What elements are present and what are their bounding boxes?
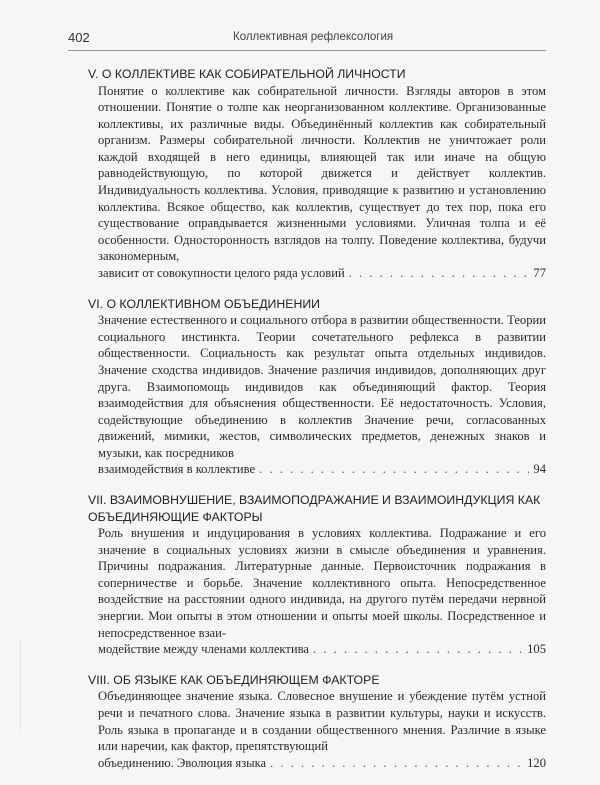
toc-entry-line xyxy=(98,755,546,772)
page-reference: 120 xyxy=(527,755,546,770)
section-summary-end: зависит от совокупности целого ряда условий xyxy=(98,266,345,281)
section-summary: Роль внушения и индуцирования в условиях коллектива. Подражание и его значение в социальных условиях жизни в смысле объединения и уравнения. Причины подражания. Литературные данные. Первоисточник подражания в соперничестве и борьбе. Значение коллективного опыта. Непосредственное воздействие на расстоянии одного индивида, на другого путём передачи нервной энергии. Мои опыты в этом отношении и опыты моей школы. Посредственное и непосредственное взаи- xyxy=(98,526,546,640)
toc-section-vi xyxy=(88,296,546,478)
page-reference: 105 xyxy=(527,642,546,657)
section-summary-end: модействие между членами коллектива xyxy=(98,642,309,657)
toc-entry-line xyxy=(98,641,546,658)
margin-shadow xyxy=(20,640,21,730)
toc-entry-line xyxy=(98,461,546,478)
section-title: VII. ВЗАИМОВНУШЕНИЕ, ВЗАИМОПОДРАЖАНИЕ И ВЗАИМОИНДУКЦИЯ КАК ОБЪЕДИНЯЮЩИЕ ФАКТОРЫ xyxy=(88,493,541,524)
dot-leader xyxy=(313,641,523,658)
section-body xyxy=(98,525,546,658)
section-summary: Понятие о коллективе как собирательной личности. Взгляды авторов в этом отношении. Понятие о толпе как неорганизованном коллективе. Организованные коллективы, их различные виды. Объединённый коллектив как собирательный организм. Размеры собирательной личности. Коллектив не уничтожает роли каждой входящей в него единицы, влияющей так или иначе на общую равнодействующую, по которой движется и действует коллектив. Индивидуальность коллектива. Условия, приводящие к развитию и установлению коллектива. Всякое общество, как коллектив, существует до тех пор, пока его существование оправдывается жизненными условиями. Уличная толпа и её особенности. Односторонность взглядов на толпу. Поведение коллектива, будучи закономерным, xyxy=(98,83,546,264)
section-title: VIII. ОБ ЯЗЫКЕ КАК ОБЪЕДИНЯЮЩЕМ ФАКТОРЕ xyxy=(88,672,380,687)
dot-leader xyxy=(259,461,529,478)
section-summary-end: объединению. Эволюция языка xyxy=(98,755,267,770)
toc-section-v xyxy=(88,66,546,282)
section-title: VI. О КОЛЛЕКТИВНОМ ОБЪЕДИНЕНИИ xyxy=(88,296,321,311)
section-summary: Объединяющее значение языка. Словесное внушение и убеждение путём устной речи и печатного слова. Значение языка в развитии культуры, науки и искусств. Роль языка в пропаганде и в создании общественного мнения. Различие в языке или наречии, как фактор, препятствующий xyxy=(98,689,546,754)
section-summary: Значение естественного и социального отбора в развитии общественности. Теории социального инстинкта. Теории сочетательного рефлекса в развитии общественности. Социальность как результат опыта отдельных индивидов. Значение сходства индивидов. Значение различия индивидов, дополняющих друг друга. Взаимопомощь индивидов как объединяющий фактор. Теория взаимодействия для объяснения общественности. Её недостаточность. Условия, содействующие объединению в коллектив Значение речи, согласованных движений, мимики, жестов, символических предметов, денежных знаков и музыки, как посредников xyxy=(98,313,546,460)
section-summary-end: взаимодействия в коллективе xyxy=(98,462,256,477)
section-title: V. О КОЛЛЕКТИВЕ КАК СОБИРАТЕЛЬНОЙ ЛИЧНОСТИ xyxy=(88,67,406,81)
page-reference: 94 xyxy=(533,462,546,477)
section-body xyxy=(98,83,546,282)
toc-entry-line xyxy=(98,265,546,282)
section-body xyxy=(98,688,546,771)
running-title: Коллективная рефлексология xyxy=(233,31,394,43)
section-body xyxy=(98,312,546,478)
toc-section-vii xyxy=(88,492,546,658)
page-header xyxy=(68,28,546,51)
table-of-contents xyxy=(88,66,546,785)
page-reference: 77 xyxy=(533,266,546,281)
page-number: 402 xyxy=(68,30,90,45)
toc-section-viii xyxy=(88,672,546,771)
dot-leader xyxy=(270,755,523,772)
dot-leader xyxy=(349,265,530,282)
